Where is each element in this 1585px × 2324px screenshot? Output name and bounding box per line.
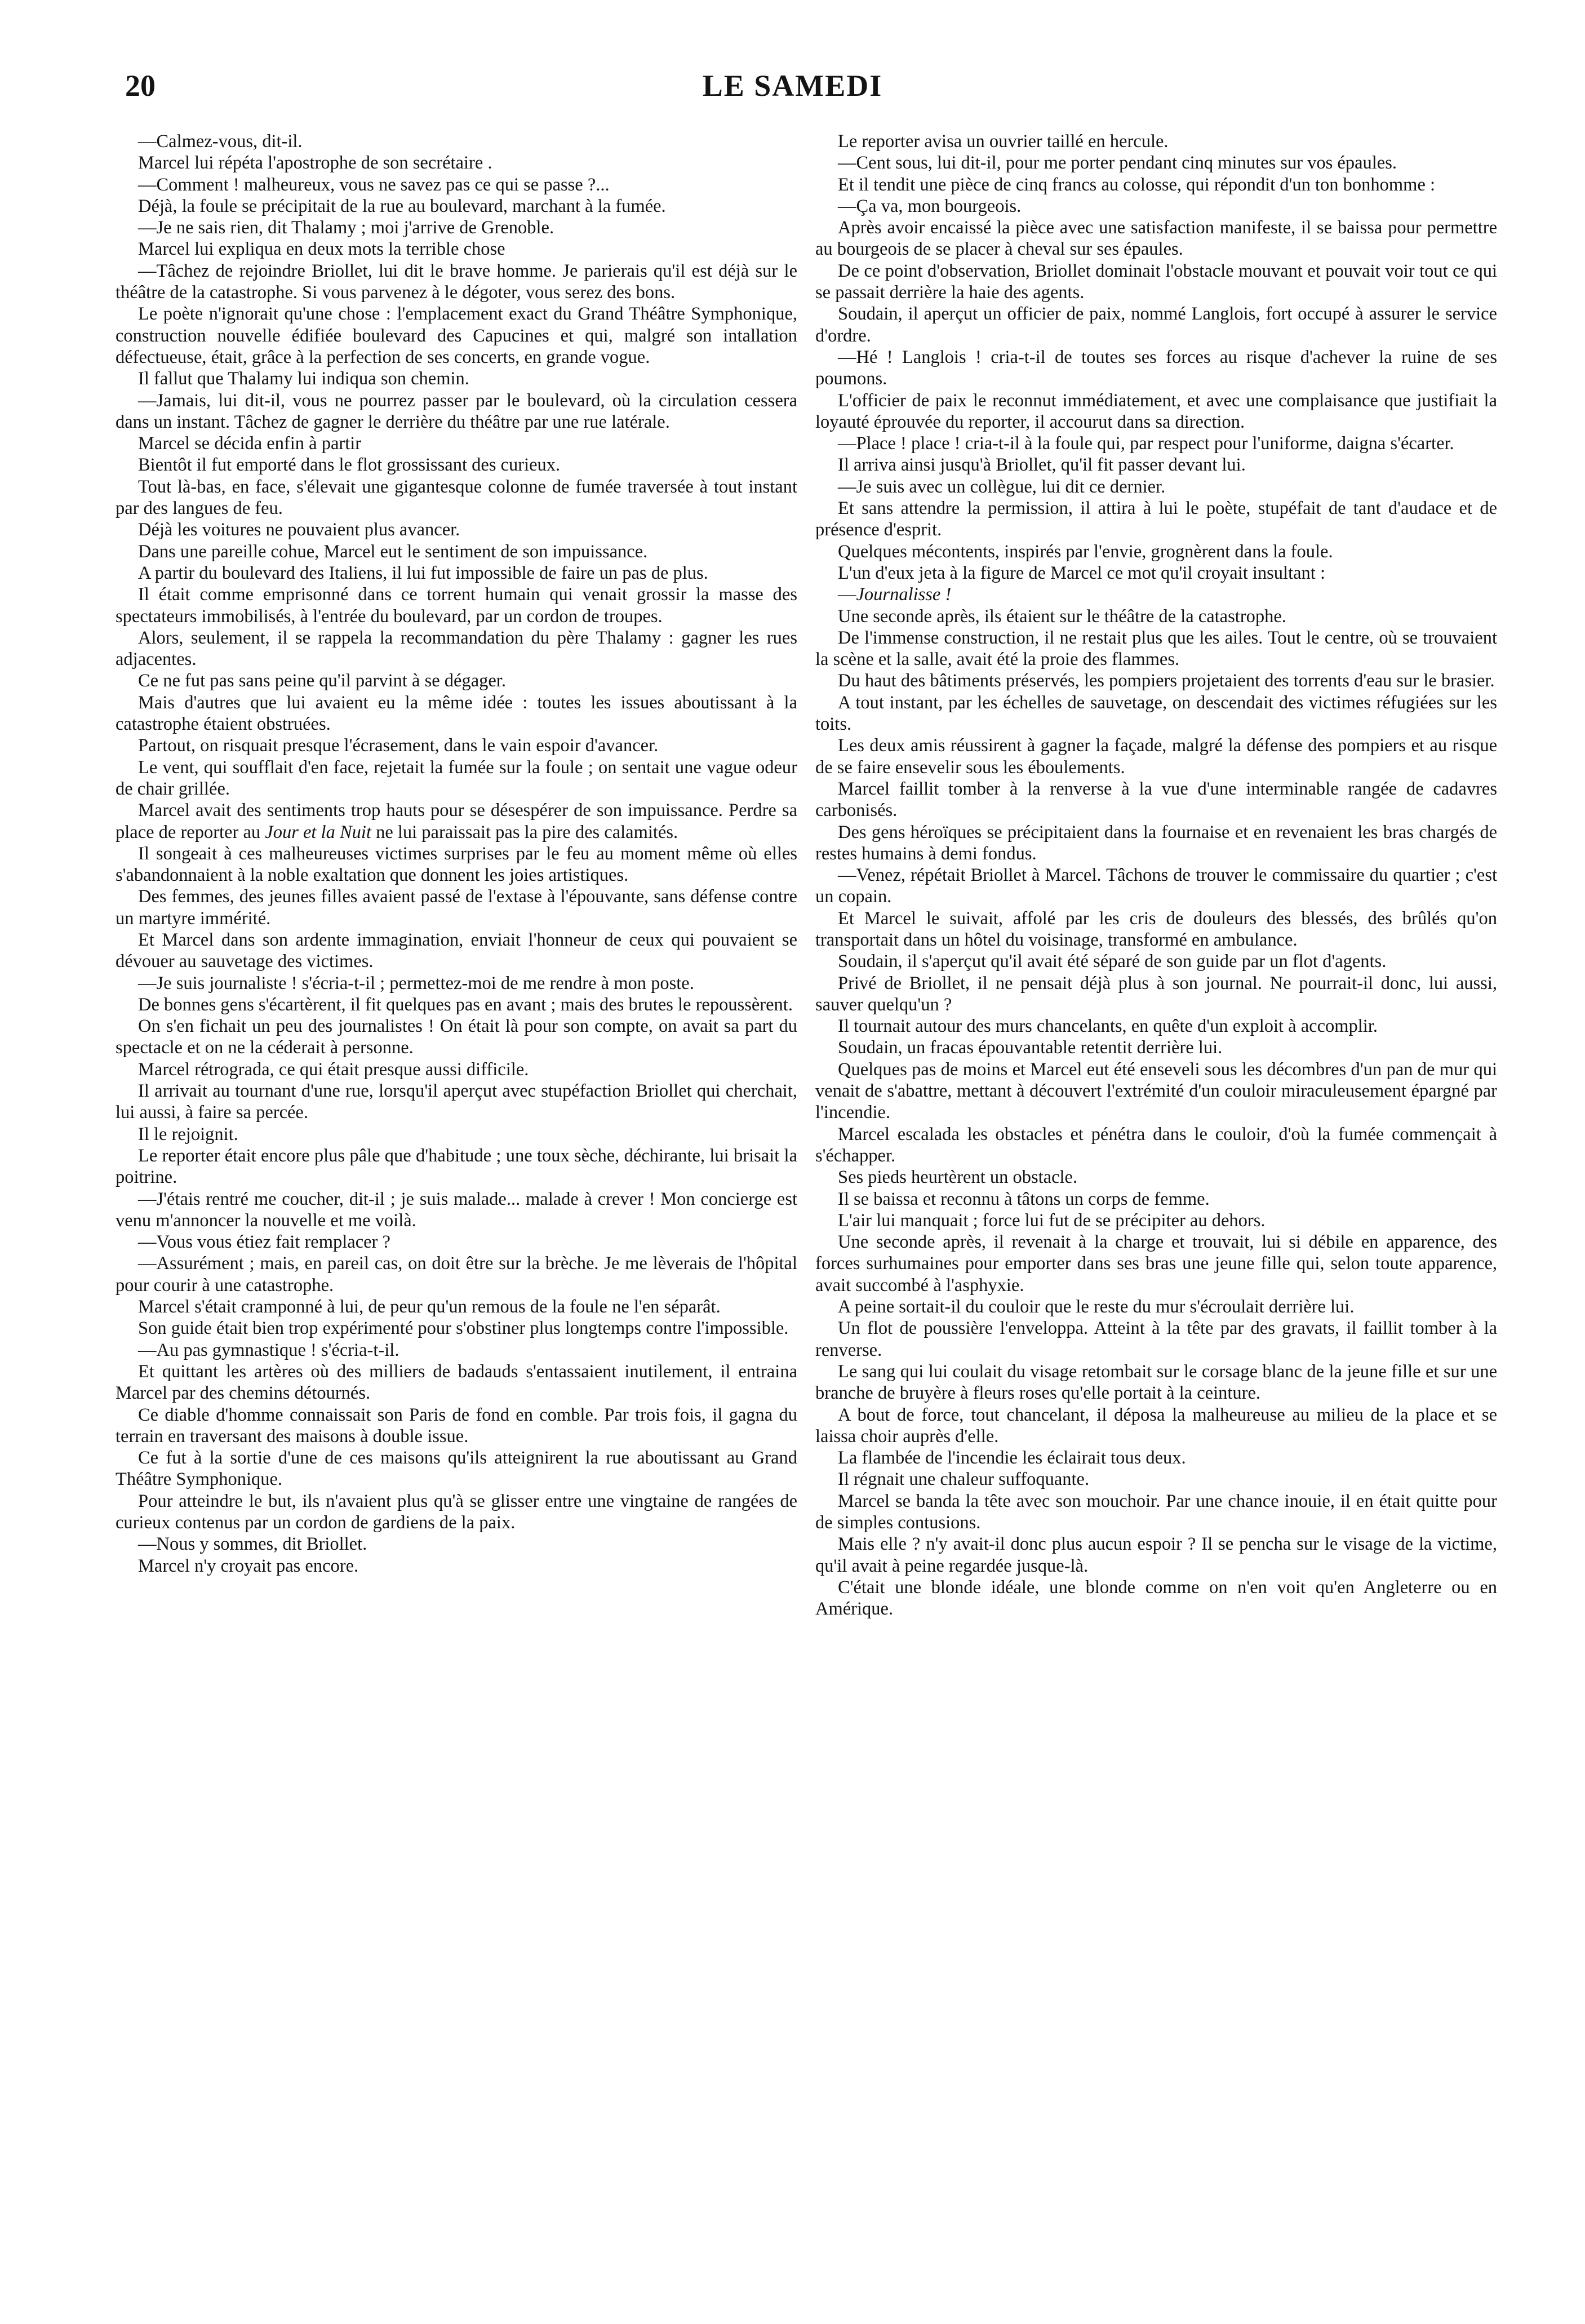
italic-text: Jour et la Nuit (265, 822, 371, 842)
paragraph: Déjà les voitures ne pouvaient plus avancer. (138, 520, 460, 540)
paragraph: L'officier de paix le reconnut immédiatement, et avec une complaisance que justifiait la loyauté éprouvée du reporter, il accourut dans sa direction. (815, 390, 1497, 432)
paragraph: —Jamais, lui dit-il, vous ne pourrez passer par le boulevard, où la circulation cessera dans un instant. Tâchez de gagner le derrière du théâtre par une rue latérale. (116, 390, 797, 432)
paragraph: Il tournait autour des murs chancelants, en quête d'un exploit à accomplir. (838, 1016, 1378, 1037)
paragraph: Marcel avait des sentiments trop hauts pour se désespérer de son impuissance. Perdre sa place de reporter au Jour et la Nuit ne lui paraissait pas la pire des calamités. (116, 800, 797, 842)
paragraph: C'était une blonde idéale, une blonde comme on n'en voit qu'en Angleterre ou en Amérique. (815, 1577, 1497, 1620)
paragraph: Marcel lui répéta l'apostrophe de son secrétaire . (138, 153, 492, 174)
paragraph: —Assurément ; mais, en pareil cas, on doit être sur la brèche. Je me lèverais de l'hôpital pour courir à une catastrophe. (116, 1253, 797, 1296)
paragraph: Partout, on risquait presque l'écrasement, dans le vain espoir d'avancer. (138, 735, 659, 756)
paragraph: Il fallut que Thalamy lui indiqua son chemin. (138, 369, 469, 389)
paragraph: —Comment ! malheureux, vous ne savez pas ce qui se passe ?... (138, 174, 610, 195)
paragraph: Quelques mécontents, inspirés par l'envie, grognèrent dans la foule. (838, 541, 1333, 562)
paragraph: —Cent sous, lui dit-il, pour me porter pendant cinq minutes sur vos épaules. (838, 153, 1397, 174)
paragraph: Après avoir encaissé la pièce avec une satisfaction manifeste, il se baissa pour permettre au bourgeois de se placer à cheval sur ses épaules. (815, 218, 1497, 260)
paragraph: A tout instant, par les échelles de sauvetage, on descendait des victimes réfugiées sur les toits. (815, 692, 1497, 735)
paragraph: Et il tendit une pièce de cinq francs au colosse, qui répondit d'un ton bonhomme : (838, 174, 1436, 195)
paragraph: —Venez, répétait Briollet à Marcel. Tâchons de trouver le commissaire du quartier ; c'est un copain. (815, 865, 1497, 907)
paragraph: Ce diable d'homme connaissait son Paris de fond en comble. Par trois fois, il gagna du terrain en traversant des maisons à double issue. (116, 1404, 797, 1447)
paragraph: —Je suis journaliste ! s'écria-t-il ; permettez-moi de me rendre à mon poste. (138, 973, 694, 994)
right-text-column (815, 131, 1497, 2317)
paragraph: A peine sortait-il du couloir que le reste du mur s'écroulait derrière lui. (838, 1297, 1355, 1318)
paragraph: Il songeait à ces malheureuses victimes surprises par le feu au moment même où elles s'abandonnaient à la noble exaltation que donnent les joies artistiques. (116, 843, 797, 886)
page-number: 20 (125, 69, 156, 103)
paragraph: Et sans attendre la permission, il attira à lui le poète, stupéfait de tant d'audace et de présence d'esprit. (815, 498, 1497, 540)
paragraph: —Vous vous étiez fait remplacer ? (138, 1232, 390, 1253)
paragraph: Mais d'autres que lui avaient eu la même idée : toutes les issues aboutissant à la catastrophe étaient obstruées. (116, 692, 797, 735)
paragraph: Ce fut à la sortie d'une de ces maisons qu'ils atteignirent la rue aboutissant au Grand Théâtre Symphonique. (116, 1448, 797, 1490)
paragraph: Ce ne fut pas sans peine qu'il parvint à se dégager. (138, 671, 506, 691)
paragraph: De l'immense construction, il ne restait plus que les ailes. Tout le centre, où se trouvaient la scène et la salle, avait été la proie des flammes. (815, 627, 1497, 670)
paragraph: —Ça va, mon bourgeois. (838, 196, 1022, 216)
paragraph: Le sang qui lui coulait du visage retombait sur le corsage blanc de la jeune fille et sur une branche de bruyère à fleurs roses qu'elle portait à la ceinture. (815, 1361, 1497, 1404)
left-text-column (116, 131, 797, 2317)
paragraph: Privé de Briollet, il ne pensait déjà plus à son journal. Ne pourrait-il donc, lui aussi, sauver quelqu'un ? (815, 973, 1497, 1015)
paragraph: —Tâchez de rejoindre Briollet, lui dit le brave homme. Je parierais qu'il est déjà sur le théâtre de la catastrophe. Si vous parvenez à le dégoter, vous serez des bons. (116, 260, 797, 303)
paragraph: —Je suis avec un collègue, lui dit ce dernier. (838, 476, 1166, 497)
paragraph: Le poète n'ignorait qu'une chose : l'emplacement exact du Grand Théâtre Symphonique, construction nouvelle édifiée boulevard des Capucines et qui, malgré son intallation défectueuse, était, grâce à la perfection de ses concerts, en grande vogue. (116, 304, 797, 367)
paragraph: Soudain, il s'aperçut qu'il avait été séparé de son guide par un flot d'agents. (838, 951, 1387, 972)
paragraph: On s'en fichait un peu des journalistes ! On était là pour son compte, on avait sa part du spectacle et on ne la céderait à personne. (116, 1016, 797, 1058)
paragraph: A bout de force, tout chancelant, il déposa la malheureuse au milieu de la place et se laissa choir auprès d'elle. (815, 1404, 1497, 1447)
paragraph: Dans une pareille cohue, Marcel eut le sentiment de son impuissance. (138, 541, 648, 562)
paragraph: Alors, seulement, il se rappela la recommandation du père Thalamy : gagner les rues adjacentes. (116, 627, 797, 670)
paragraph: Quelques pas de moins et Marcel eut été enseveli sous les décombres d'un pan de mur qui venait de s'abattre, mettant à découvert l'extrémité d'un couloir miraculeusement épargné par l'incendie. (815, 1059, 1497, 1123)
paragraph: Marcel n'y croyait pas encore. (138, 1555, 359, 1576)
paragraph: Marcel rétrograda, ce qui était presque aussi difficile. (138, 1059, 529, 1080)
paragraph: Des gens héroïques se précipitaient dans la fournaise et en revenaient les bras chargés de restes humains à demi fondus. (815, 822, 1497, 864)
paragraph: L'air lui manquait ; force lui fut de se précipiter au dehors. (838, 1210, 1266, 1231)
paragraph: Le reporter était encore plus pâle que d'habitude ; une toux sèche, déchirante, lui brisait la poitrine. (116, 1145, 797, 1188)
paragraph: Il se baissa et reconnu à tâtons un corps de femme. (838, 1188, 1210, 1209)
paragraph: —Journalisse ! (838, 584, 952, 605)
paragraph: Marcel escalada les obstacles et pénétra dans le couloir, d'où la fumée commençait à s'échapper. (815, 1124, 1497, 1166)
paragraph: —J'étais rentré me coucher, dit-il ; je suis malade... malade à crever ! Mon concierge est venu m'annoncer la nouvelle et me voilà. (116, 1188, 797, 1231)
paragraph: Soudain, il aperçut un officier de paix, nommé Langlois, fort occupé à assurer le service d'ordre. (815, 304, 1497, 346)
paragraph: Pour atteindre le but, ils n'avaient plus qu'à se glisser entre une vingtaine de rangées de curieux contenus par un cordon de gardiens de la paix. (116, 1491, 797, 1533)
paragraph: Les deux amis réussirent à gagner la façade, malgré la défense des pompiers et au risque de se faire ensevelir sous les éboulements. (815, 735, 1497, 778)
paragraph: —Nous y sommes, dit Briollet. (138, 1534, 367, 1555)
paragraph: —Calmez-vous, dit-il. (138, 131, 303, 152)
paragraph: Soudain, un fracas épouvantable retentit derrière lui. (838, 1037, 1223, 1058)
paragraph: Marcel lui expliqua en deux mots la terrible chose (138, 239, 505, 260)
paragraph: —Je ne sais rien, dit Thalamy ; moi j'arrive de Grenoble. (138, 218, 554, 238)
paragraph: Et quittant les artères où des milliers de badauds s'entassaient inutilement, il entraina Marcel par des chemins détournés. (116, 1361, 797, 1404)
paragraph: Il le rejoignit. (138, 1124, 238, 1145)
paragraph: —Hé ! Langlois ! cria-t-il de toutes ses forces au risque d'achever la ruine de ses poumons. (815, 347, 1497, 389)
paragraph: Il était comme emprisonné dans ce torrent humain qui venait grossir la masse des spectateurs immobilisés, à l'entrée du boulevard, par un cordon de troupes. (116, 584, 797, 627)
paragraph: Le vent, qui soufflait d'en face, rejetait la fumée sur la foule ; on sentait une vague odeur de chair grillée. (116, 757, 797, 799)
paragraph: —Au pas gymnastique ! s'écria-t-il. (138, 1340, 399, 1360)
paragraph: De ce point d'observation, Briollet dominait l'obstacle mouvant et pouvait voir tout ce qui se passait derrière la haie des agents. (815, 260, 1497, 303)
paragraph: Et Marcel dans son ardente immagination, enviait l'honneur de ceux qui pouvaient se dévouer au sauvetage des victimes. (116, 929, 797, 972)
paragraph: Son guide était bien trop expérimenté pour s'obstiner plus longtemps contre l'impossible. (138, 1318, 789, 1339)
paragraph: De bonnes gens s'écartèrent, il fit quelques pas en avant ; mais des brutes le repoussèrent. (138, 994, 793, 1015)
paragraph: Marcel s'était cramponné à lui, de peur qu'un remous de la foule ne l'en séparât. (138, 1297, 721, 1318)
paragraph: Du haut des bâtiments préservés, les pompiers projetaient des torrents d'eau sur le brasier. (838, 671, 1495, 691)
paragraph: Déjà, la foule se précipitait de la rue au boulevard, marchant à la fumée. (138, 196, 666, 216)
paragraph: Un flot de poussière l'enveloppa. Atteint à la tête par des gravats, il faillit tomber à la renverse. (815, 1318, 1497, 1360)
paragraph: Marcel se décida enfin à partir (138, 433, 362, 454)
paragraph: Des femmes, des jeunes filles avaient passé de l'extase à l'épouvante, sans défense contre un martyre immérité. (116, 886, 797, 929)
paragraph: Il régnait une chaleur suffoquante. (838, 1469, 1090, 1490)
paragraph: Il arrivait au tournant d'une rue, lorsqu'il aperçut avec stupéfaction Briollet qui cherchait, lui aussi, à faire sa percée. (116, 1081, 797, 1123)
paragraph: L'un d'eux jeta à la figure de Marcel ce mot qu'il croyait insultant : (838, 562, 1325, 583)
italic-text: Journalisse ! (856, 584, 952, 605)
paragraph: Bientôt il fut emporté dans le flot grossissant des curieux. (138, 455, 561, 476)
paragraph: La flambée de l'incendie les éclairait tous deux. (838, 1448, 1186, 1469)
paragraph: Marcel se banda la tête avec son mouchoir. Par une chance inouie, il en était quitte pour de simples contusions. (815, 1491, 1497, 1533)
paragraph: Mais elle ? n'y avait-il donc plus aucun espoir ? Il se pencha sur le visage de la victime, qu'il avait à peine regardée jusque-là. (815, 1534, 1497, 1576)
paragraph: Il arriva ainsi jusqu'à Briollet, qu'il fit passer devant lui. (838, 455, 1246, 476)
paragraph: Le reporter avisa un ouvrier taillé en hercule. (838, 131, 1169, 152)
paragraph: A partir du boulevard des Italiens, il lui fut impossible de faire un pas de plus. (138, 562, 708, 583)
paragraph: Et Marcel le suivait, affolé par les cris de douleurs des blessés, des brûlés qu'on transportait dans un hôtel du voisinage, transformé en ambulance. (815, 908, 1497, 950)
paragraph: Tout là-bas, en face, s'élevait une gigantesque colonne de fumée traversée à tout instant par des langues de feu. (116, 476, 797, 519)
paragraph: Marcel faillit tomber à la renverse à la vue d'une interminable rangée de cadavres carbonisés. (815, 778, 1497, 821)
page-header (0, 0, 1585, 113)
paragraph: —Place ! place ! cria-t-il à la foule qui, par respect pour l'uniforme, daigna s'écarter. (838, 433, 1454, 454)
running-title: LE SAMEDI (702, 69, 883, 103)
paragraph: Une seconde après, il revenait à la charge et trouvait, lui si débile en apparence, des forces surhumaines pour emporter dans ses bras une jeune fille qui, selon toute apparence, avait succombé à l'asphyxie. (815, 1232, 1497, 1296)
paragraph: Une seconde après, ils étaient sur le théâtre de la catastrophe. (838, 606, 1286, 627)
paragraph: Ses pieds heurtèrent un obstacle. (838, 1167, 1078, 1188)
